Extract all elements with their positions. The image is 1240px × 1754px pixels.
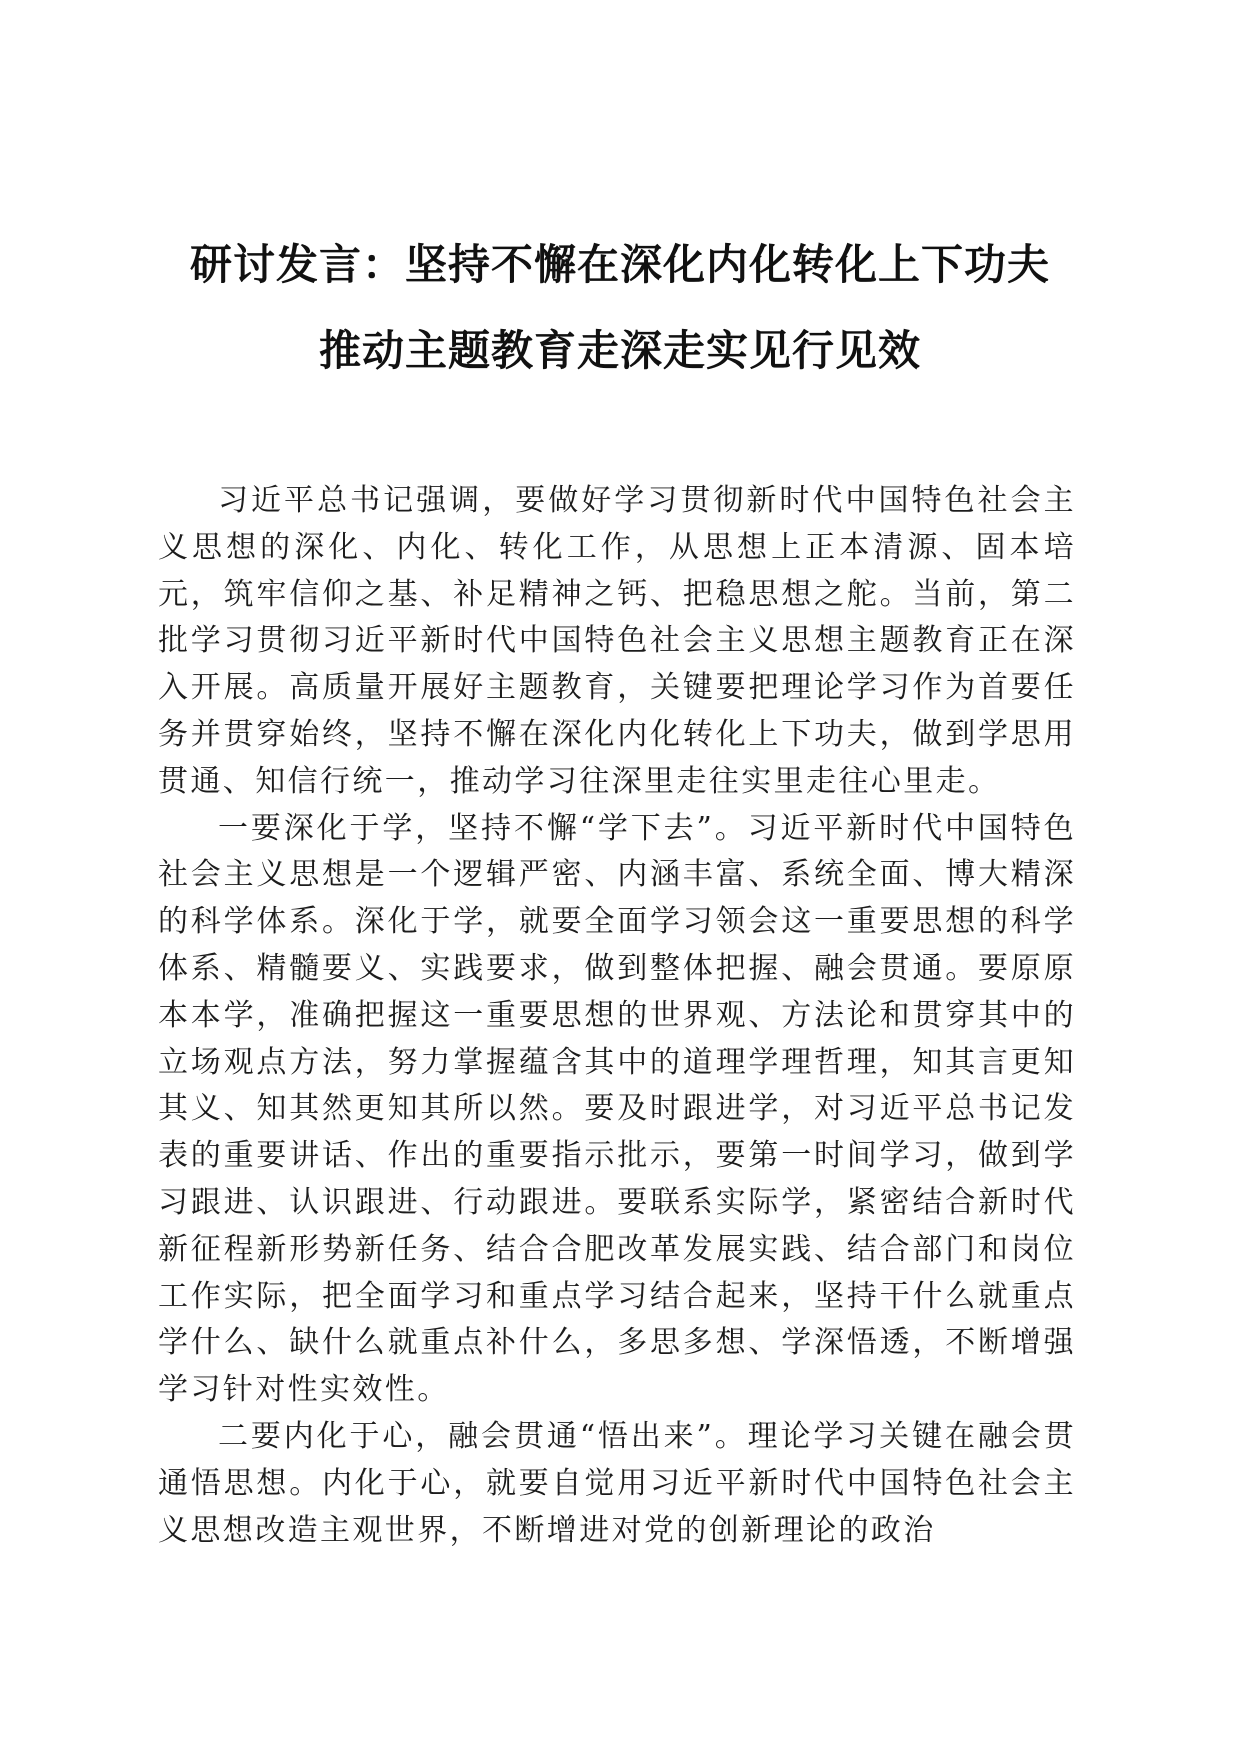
paragraph-point-2: 二要内化于心，融会贯通“悟出来”。理论学习关键在融会贯通悟思想。内化于心，就要自觉用习近平新时代中国特色社会主义思想改造主观世界，不断增进对党的创新理论的政治 [158,1418,1076,1548]
paragraph-intro: 习近平总书记强调，要做好学习贯彻新时代中国特色社会主义思想的深化、内化、转化工作，从思想上正本清源、固本培元，筑牢信仰之基、补足精神之钙、把稳思想之舵。当前，第二批学习贯彻习近平新时代中国特色社会主义思想主题教育正在深入开展。高质量开展好主题教育，关键要把理论学习作为首要任务并贯穿始终，坚持不懈在深化内化转化上下功夫，做到学思用贯通、知信行统一，推动学习往深里走往实里走往心里走。 [158,483,1076,799]
document-body [158,478,1076,1554]
document-title [140,222,1100,394]
title-line-1: 研讨发言：坚持不懈在深化内化转化上下功夫 [189,240,1050,289]
title-line-2: 推动主题教育走深走实见行见效 [318,326,921,375]
paragraph-point-1: 一要深化于学，坚持不懈“学下去”。习近平新时代中国特色社会主义思想是一个逻辑严密、内涵丰富、系统全面、博大精深的科学体系。深化于学，就要全面学习领会这一重要思想的科学体系、精髓要义、实践要求，做到整体把握、融会贯通。要原原本本学，准确把握这一重要思想的世界观、方法论和贯穿其中的立场观点方法，努力掌握蕴含其中的道理学理哲理，知其言更知其义、知其然更知其所以然。要及时跟进学，对习近平总书记发表的重要讲话、作出的重要指示批示，要第一时间学习，做到学习跟进、认识跟进、行动跟进。要联系实际学，紧密结合新时代新征程新形势新任务、结合合肥改革发展实践、结合部门和岗位工作实际，把全面学习和重点学习结合起来，坚持干什么就重点学什么、缺什么就重点补什么，多思多想、学深悟透，不断增强学习针对性实效性。 [158,810,1076,1408]
